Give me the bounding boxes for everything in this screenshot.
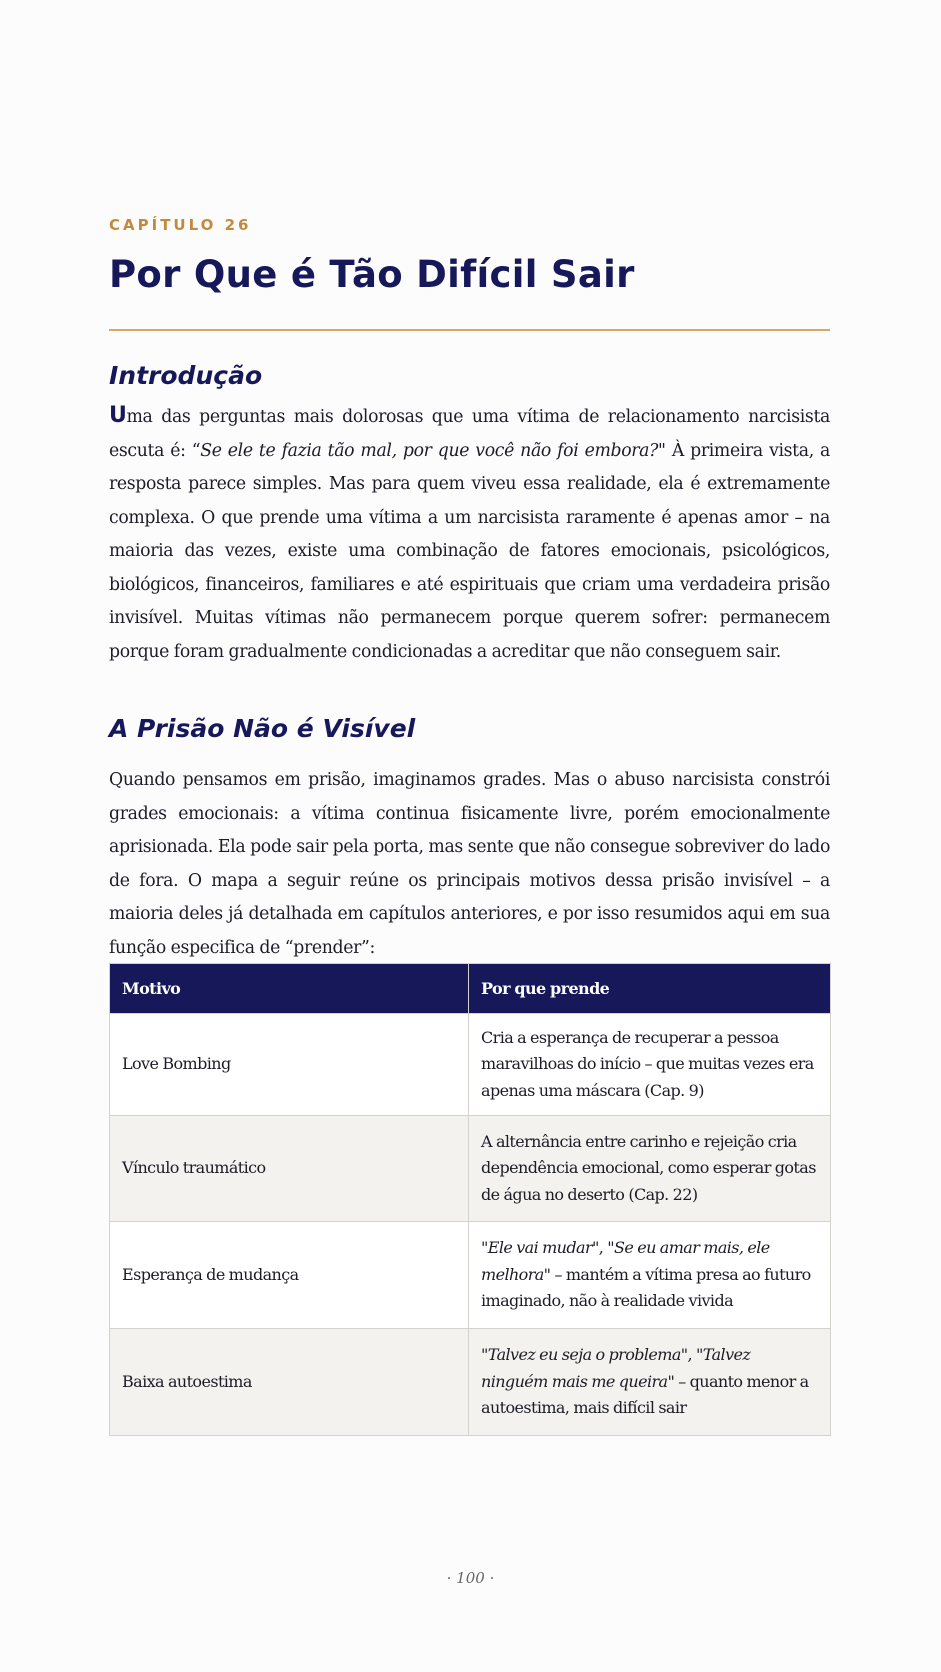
title-divider <box>109 329 830 331</box>
page-number: · 100 · <box>446 1569 495 1587</box>
reason-quote: "Talvez eu seja o problema" <box>481 1345 688 1365</box>
section-heading-prisao: A Prisão Não é Visível <box>109 714 416 743</box>
intro-paragraph <box>109 399 830 669</box>
reason-quote: "Ele vai mudar" <box>481 1238 599 1258</box>
chapter-title: Por Que é Tão Difícil Sair <box>109 253 635 296</box>
drop-cap: U <box>109 403 127 428</box>
table-cell-reason <box>469 1222 831 1329</box>
table-row <box>110 1014 831 1116</box>
table-row <box>110 1329 831 1436</box>
reason-quote: "Se eu amar mais, ele melhora" <box>481 1238 770 1284</box>
table-header-motivo: Motivo <box>110 964 469 1014</box>
page-content <box>109 216 830 965</box>
table-header-por-que-prende: Por que prende <box>469 964 831 1014</box>
reason-text: – mantém a vítima presa ao futuro imaginado, não à realidade vivida <box>481 1264 811 1311</box>
table-cell-reason: Cria a esperança de recuperar a pessoa maravilhoas do início – que muitas vezes era apenas uma máscara (Cap. 9) <box>469 1014 831 1116</box>
table-cell-reason: A alternância entre carinho e rejeição cria dependência emocional, como esperar gotas de água no deserto (Cap. 22) <box>469 1116 831 1222</box>
table-row <box>110 1116 831 1222</box>
table-cell-reason <box>469 1329 831 1436</box>
table-cell-motivo: Baixa autoestima <box>110 1329 469 1436</box>
section-heading-introducao: Introdução <box>109 361 263 390</box>
motives-table <box>109 963 831 1436</box>
table-row <box>110 1222 831 1329</box>
table-cell-motivo: Vínculo traumático <box>110 1116 469 1222</box>
table-header-row <box>110 964 831 1014</box>
reason-text: – quanto menor a autoestima, mais difícil sair <box>481 1371 809 1418</box>
table-cell-motivo: Love Bombing <box>110 1014 469 1116</box>
intro-text-1: ma das perguntas mais dolorosas que uma vítima de relacionamento narcisista escuta é: <box>109 407 830 461</box>
chapter-label: CAPÍTULO 26 <box>109 216 252 234</box>
intro-quote-open: “ <box>191 440 201 461</box>
table-cell-motivo: Esperança de mudança <box>110 1222 469 1329</box>
reason-separator: , <box>687 1345 697 1365</box>
intro-text-2: " À primeira vista, a resposta parece simples. Mas para quem viveu essa realidade, ela é extremamente complexa. O que prende uma vítima a um narcisista raramente é apenas amor – na maioria das vezes, existe uma combinação de fatores emocionais, psicológicos, biológicos, financeiros, familiares e até espirituais que criam uma verdadeira prisão invisível. Muitas vítimas não permanecem porque querem sofrer: permanecem porque foram gradualmente condicionadas a acreditar que não conseguem sair. <box>109 440 830 662</box>
intro-quote: Se ele te fazia tão mal, por que você não foi embora? <box>200 440 659 461</box>
reason-quote: "Talvez ninguém mais me queira" <box>481 1345 751 1391</box>
prisao-paragraph: Quando pensamos em prisão, imaginamos grades. Mas o abuso narcisista constrói grades emocionais: a vítima continua fisicamente livre, porém emocionalmente aprisionada. Ela pode sair pela porta, mas sente que não consegue sobreviver do lado de fora. O mapa a seguir reúne os principais motivos dessa prisão invisível – a maioria deles já detalhada em capítulos anteriores, e por isso resumidos aqui em sua função especifica de “prender”: <box>109 770 830 958</box>
reason-separator: , <box>598 1238 608 1258</box>
